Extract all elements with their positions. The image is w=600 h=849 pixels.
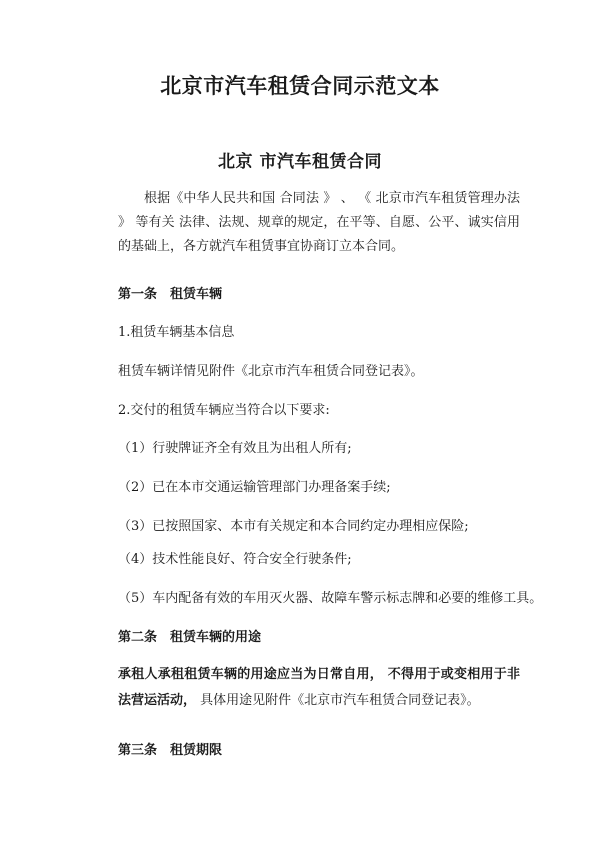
requirement-item-5: （5）车内配备有效的车用灭火器、故障车警示标志牌和必要的维修工具。 — [118, 591, 543, 606]
contract-title: 北京 市汽车租赁合同 — [218, 152, 382, 172]
requirement-item-1: （1）行驶牌证齐全有效且为出租人所有; — [118, 441, 352, 456]
document-title: 北京市汽车租赁合同示范文本 — [160, 73, 440, 98]
article-1-item-1-text: 租赁车辆详情见附件《北京市汽车租赁合同登记表》。 — [118, 364, 424, 379]
article-3-heading: 第三条 租赁期限 — [118, 743, 223, 758]
article-2-bold-text: 承租人承租租赁车辆的用途应当为日常自用， 不得用于或变相用于非法营运活动， — [118, 667, 520, 708]
requirement-item-2: （2）已在本市交通运输管理部门办理备案手续; — [118, 480, 391, 495]
article-1-heading: 第一条 租赁车辆 — [118, 287, 223, 302]
article-1-item-2-title: 2.交付的租赁车辆应当符合以下要求: — [118, 403, 330, 418]
article-2-paragraph — [118, 662, 520, 714]
article-2-normal-text: 具体用途见附件《北京市汽车租赁合同登记表》。 — [196, 693, 480, 708]
requirement-item-3: （3）已按照国家、本市有关规定和本合同约定办理相应保险; — [118, 519, 469, 534]
article-2-heading: 第二条 租赁车辆的用途 — [118, 630, 262, 645]
article-1-item-1-title: 1.租赁车辆基本信息 — [118, 325, 235, 340]
requirement-item-4: （4）技术性能良好、符合安全行驶条件; — [118, 552, 352, 567]
preamble-paragraph: 根据《中华人民共和国 合同法 》 、 《 北京市汽车租赁管理办法 》 等有关 法律、法规、规章的规定，在平等、自愿、公平、诚实信用的基础上，各方就汽车租赁事宜协商订立本合同。 — [118, 191, 520, 254]
